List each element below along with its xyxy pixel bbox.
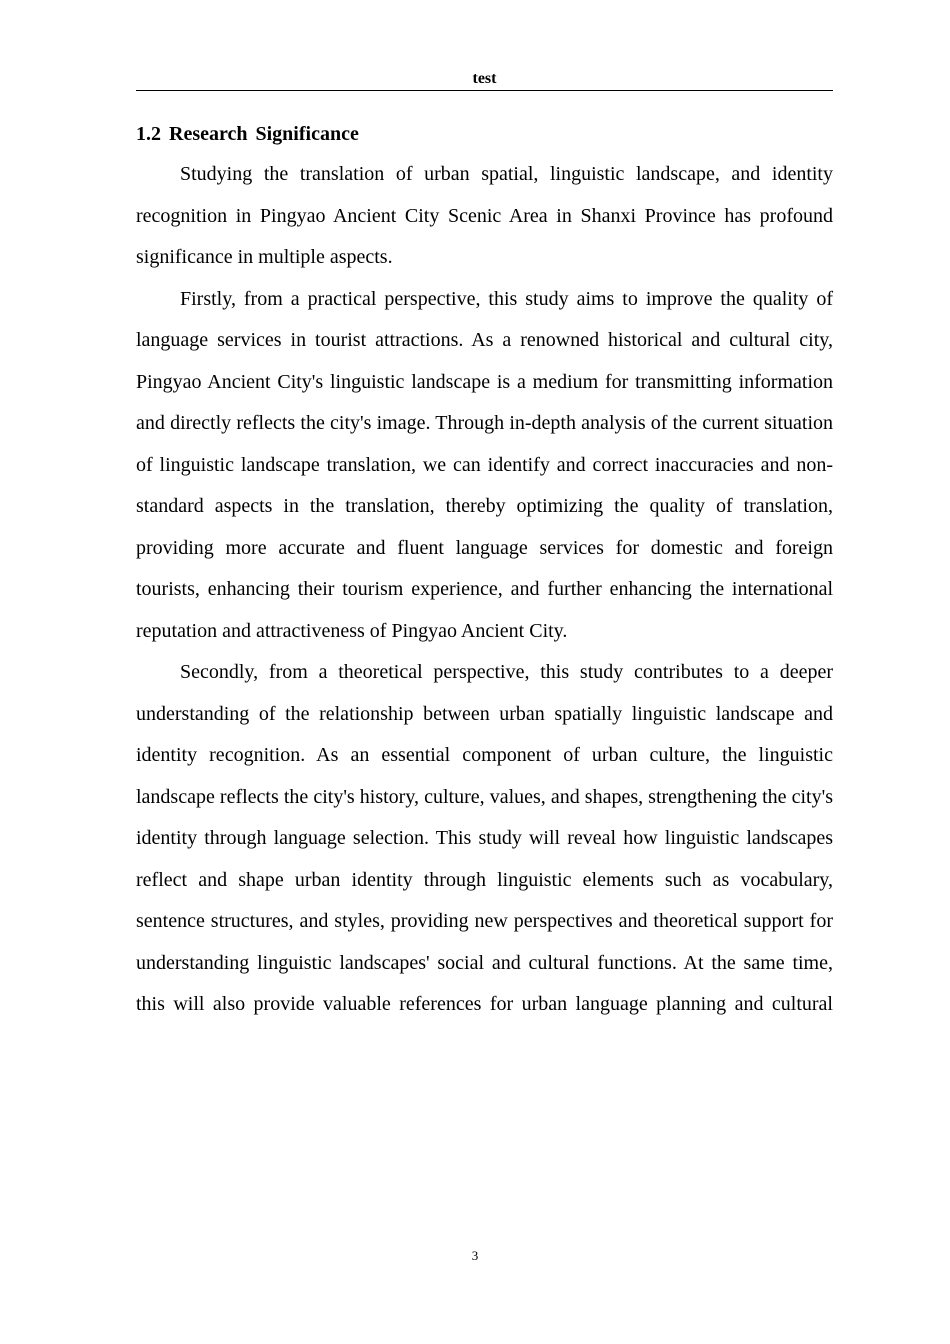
section-heading: 1.2 Research Significance bbox=[136, 123, 359, 145]
running-header: test bbox=[136, 68, 833, 91]
page-number: 3 bbox=[471, 1248, 479, 1263]
page-body bbox=[136, 114, 833, 1026]
paragraph-theoretical: Secondly, from a theoretical perspective, this study contributes to a deeper understanding of the relationship between urban spatially linguistic landscape and identity recognition. As an essential component of urban culture, the linguistic landscape reflects the city's history, culture, values, and shapes, strengthening the city's identity through language selection. This study will reveal how linguistic landscapes reflect and shape urban identity through linguistic elements such as vocabulary, sentence structures, and styles, providing new perspectives and theoretical support for understanding linguistic landscapes' social and cultural functions. At the same time, this will also provide valuable references for urban language planning and cultural bbox=[136, 661, 833, 1015]
paragraph-intro: Studying the translation of urban spatial, linguistic landscape, and identity recognition in Pingyao Ancient City Scenic Area in Shanxi Province has profound significance in multiple aspects. bbox=[136, 163, 833, 268]
paragraph-practical: Firstly, from a practical perspective, this study aims to improve the quality of language services in tourist attractions. As a renowned historical and cultural city, Pingyao Ancient City's linguistic landscape is a medium for transmitting information and directly reflects the city's image. Through in-depth analysis of the current situation of linguistic landscape translation, we can identify and correct inaccuracies and non-standard aspects in the translation, thereby optimizing the quality of translation, providing more accurate and fluent language services for domestic and foreign tourists, enhancing their tourism experience, and further enhancing the international reputation and attractiveness of Pingyao Ancient City. bbox=[136, 287, 833, 642]
